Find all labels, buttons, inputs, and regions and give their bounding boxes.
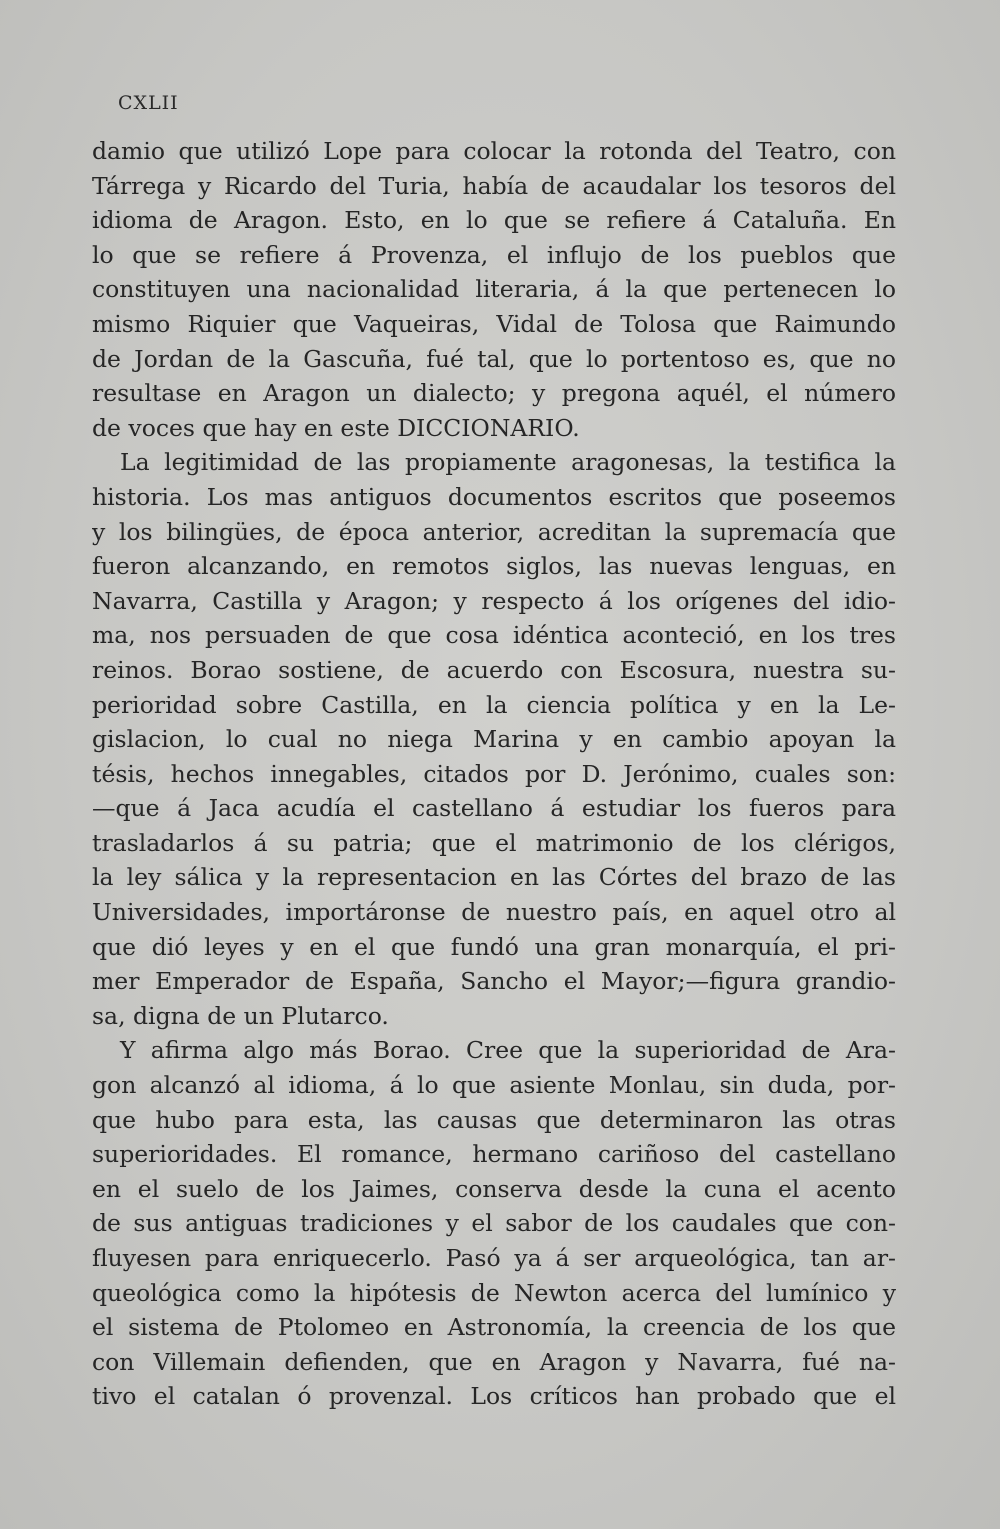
text-line: gislacion, lo cual no niega Marina y en cambio apoyan la bbox=[92, 725, 896, 754]
text-line: tésis, hechos innegables, citados por D. Jerónimo, cuales son: bbox=[92, 759, 896, 788]
page-number: CXLII bbox=[118, 92, 179, 114]
text-line: idioma de Aragon. Esto, en lo que se refiere á Cataluña. En bbox=[92, 206, 896, 235]
paragraph-1 bbox=[92, 134, 896, 445]
text-line: La legitimidad de las propiamente aragonesas, la testifica la bbox=[120, 448, 896, 477]
text-line: reinos. Borao sostiene, de acuerdo con Escosura, nuestra su- bbox=[92, 655, 896, 684]
text-line: y los bilingües, de época anterior, acreditan la supremacía que bbox=[92, 517, 896, 546]
text-line: resultase en Aragon un dialecto; y pregona aquél, el número bbox=[92, 379, 896, 408]
text-line: perioridad sobre Castilla, en la ciencia política y en la Le- bbox=[92, 690, 896, 719]
text-line: tivo el catalan ó provenzal. Los críticos han probado que el bbox=[92, 1382, 896, 1411]
text-line: trasladarlos á su patria; que el matrimonio de los clérigos, bbox=[92, 828, 896, 857]
text-line: Tárrega y Ricardo del Turia, había de acaudalar los tesoros del bbox=[92, 171, 896, 200]
text-line: Universidades, importáronse de nuestro país, en aquel otro al bbox=[92, 898, 896, 927]
text-line: que dió leyes y en el que fundó una gran monarquía, el pri- bbox=[92, 932, 896, 961]
text-line: Navarra, Castilla y Aragon; y respecto á los orígenes del idio- bbox=[92, 586, 896, 615]
page-text bbox=[92, 134, 896, 1414]
text-line: sa, digna de un Plutarco. bbox=[92, 1001, 389, 1030]
text-line: fluyesen para enriquecerlo. Pasó ya á ser arqueológica, tan ar- bbox=[92, 1244, 896, 1272]
text-line: queológica como la hipótesis de Newton acerca del lumínico y bbox=[92, 1278, 896, 1307]
text-line: —que á Jaca acudía el castellano á estudiar los fueros para bbox=[92, 794, 896, 823]
text-line: de voces que hay en este DICCIONARIO. bbox=[92, 413, 580, 442]
text-line: superioridades. El romance, hermano cariñoso del castellano bbox=[92, 1140, 896, 1169]
text-line: en el suelo de los Jaimes, conserva desde la cuna el acento bbox=[92, 1174, 896, 1203]
text-line: de sus antiguas tradiciones y el sabor de los caudales que con- bbox=[92, 1209, 896, 1238]
text-line: damio que utilizó Lope para colocar la rotonda del Teatro, con bbox=[92, 137, 896, 165]
text-line: constituyen una nacionalidad literaria, á la que pertenecen lo bbox=[92, 275, 896, 304]
text-line: mer Emperador de España, Sancho el Mayor;—figura grandio- bbox=[92, 967, 896, 996]
text-line: fueron alcanzando, en remotos siglos, las nuevas lenguas, en bbox=[92, 552, 896, 581]
text-line: con Villemain defienden, que en Aragon y Navarra, fué na- bbox=[92, 1347, 896, 1376]
paragraph-3 bbox=[92, 1033, 896, 1414]
text-line: Y afirma algo más Borao. Cree que la superioridad de Ara- bbox=[120, 1036, 896, 1065]
text-line: de Jordan de la Gascuña, fué tal, que lo portentoso es, que no bbox=[92, 344, 896, 373]
text-line: que hubo para esta, las causas que determinaron las otras bbox=[92, 1105, 896, 1134]
text-line: historia. Los mas antiguos documentos escritos que poseemos bbox=[92, 482, 896, 511]
text-line: la ley sálica y la representacion en las Córtes del brazo de las bbox=[92, 863, 896, 892]
paragraph-2 bbox=[92, 445, 896, 1033]
text-line: lo que se refiere á Provenza, el influjo de los pueblos que bbox=[92, 240, 896, 269]
text-line: ma, nos persuaden de que cosa idéntica aconteció, en los tres bbox=[92, 621, 896, 650]
text-line: gon alcanzó al idioma, á lo que asiente Monlau, sin duda, por- bbox=[92, 1071, 896, 1100]
text-line: mismo Riquier que Vaqueiras, Vidal de Tolosa que Raimundo bbox=[92, 309, 896, 338]
text-line: el sistema de Ptolomeo en Astronomía, la creencia de los que bbox=[92, 1313, 896, 1342]
